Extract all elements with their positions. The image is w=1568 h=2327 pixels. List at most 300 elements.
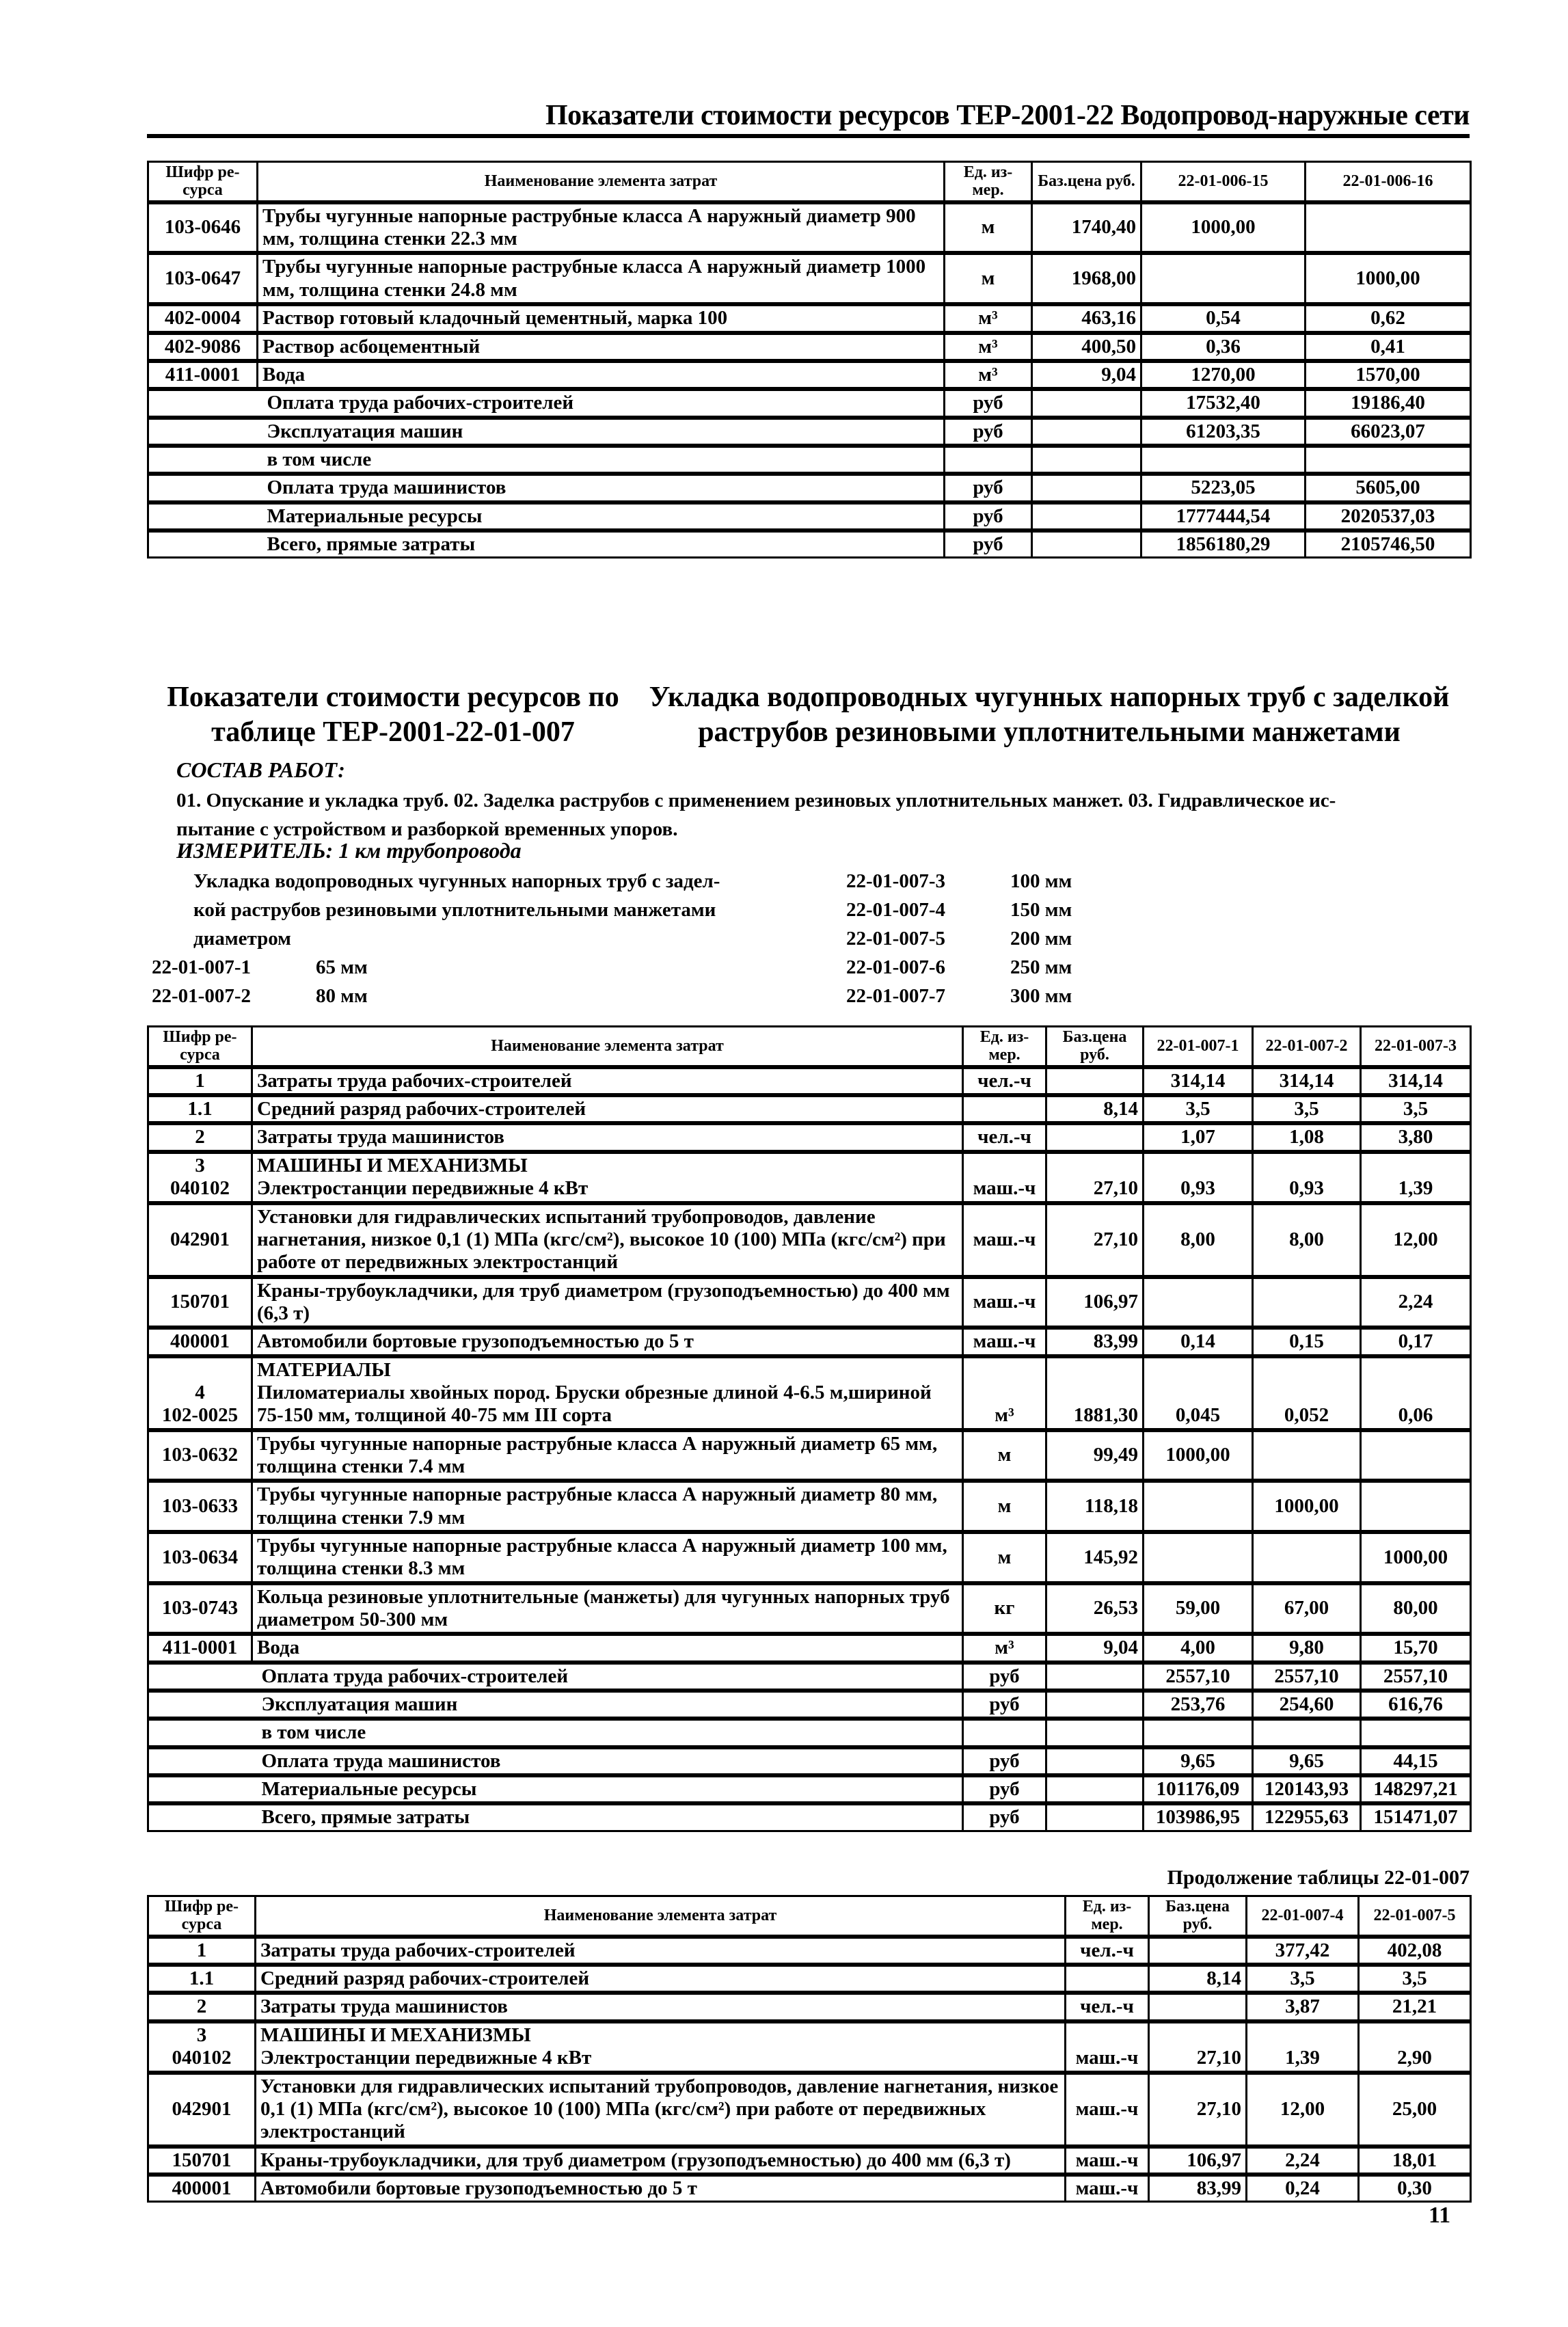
norm-value-cell: 1,39 xyxy=(1247,2021,1359,2073)
summary-name-cell: Всего, прямые затраты xyxy=(252,1803,963,1831)
norm-value-cell: 0,54 xyxy=(1141,304,1306,332)
resource-code-cell xyxy=(148,1067,252,1095)
base-price-cell: 8,14 xyxy=(1149,1965,1247,1993)
table-row xyxy=(148,1634,1471,1662)
unit-cell: кг xyxy=(963,1583,1046,1635)
cost-element-name-cell xyxy=(256,1965,1066,1993)
resource-code: 402-0004 xyxy=(164,307,241,329)
base-price-cell: 9,04 xyxy=(1032,361,1141,389)
resource-code: 400001 xyxy=(170,1330,230,1353)
summary-name-cell: в том числе xyxy=(258,446,945,474)
resource-code-cell xyxy=(148,1430,252,1481)
base-price-cell: 27,10 xyxy=(1149,2021,1247,2073)
cost-element-name-cell xyxy=(252,1430,963,1481)
cost-element-name-cell xyxy=(252,1356,963,1430)
cost-element-name: Затраты труда рабочих-строителей xyxy=(260,1939,576,1961)
norm-value-cell: 2,90 xyxy=(1359,2021,1471,2073)
norm-value-cell: 3,87 xyxy=(1247,1993,1359,2021)
column-header: Наименование элемента затрат xyxy=(256,1896,1066,1937)
variant-diameter: 100 мм xyxy=(1010,870,1072,892)
column-header: Ед. из-мер. xyxy=(1066,1896,1149,1937)
norm-value-cell: 0,30 xyxy=(1359,2175,1471,2202)
cost-element-name: Трубы чугунные напорные раструбные класса А наружный диаметр 1000 мм, толщина стенки 24.8 мм xyxy=(262,256,926,301)
norm-value-cell: 3,5 xyxy=(1253,1095,1361,1123)
table-row xyxy=(148,1993,1471,2021)
variant-diameter: 150 мм xyxy=(1010,899,1072,922)
summary-unit-cell xyxy=(963,1719,1046,1747)
summary-base-cell xyxy=(1032,446,1141,474)
norm-value-cell: 21,21 xyxy=(1359,1993,1471,2021)
summary-name-cell: в том числе xyxy=(252,1719,963,1747)
variant-code: 22-01-007-4 xyxy=(846,899,945,922)
summary-code-cell xyxy=(148,1775,252,1803)
table-header-row xyxy=(148,162,1471,202)
resource-code-cell xyxy=(148,2021,256,2073)
cost-element-name: Установки для гидравлических испытаний трубопроводов, давление нагнетания, низкое 0,1 (1) МПа (кгс/см²), высокое 10 (100) МПа (кгс/см²) при работе от передвижных электростанций xyxy=(260,2075,1059,2143)
table-row xyxy=(148,1937,1471,1965)
unit-cell: маш.-ч xyxy=(1066,2073,1149,2147)
summary-base-cell xyxy=(1046,1775,1144,1803)
cost-element-name-cell xyxy=(252,1152,963,1203)
norm-value-cell: 1000,00 xyxy=(1306,253,1471,304)
table-header-row xyxy=(148,1896,1471,1937)
summary-name-cell: Материальные ресурсы xyxy=(258,502,945,530)
summary-value-cell xyxy=(1306,446,1471,474)
resource-code-cell xyxy=(148,1993,256,2021)
summary-name-cell: Оплата труда машинистов xyxy=(252,1747,963,1775)
variant-diameter: 65 мм xyxy=(316,956,368,978)
base-price-cell: 463,16 xyxy=(1032,304,1141,332)
cost-element-name: Трубы чугунные напорные раструбные класса А наружный диаметр 900 мм, толщина стенки 22.3 мм xyxy=(262,204,916,250)
norm-value-cell xyxy=(1253,1430,1361,1481)
resource-code-cell xyxy=(148,1583,252,1635)
resource-code: 042901 xyxy=(170,1228,230,1250)
unit-cell: м xyxy=(945,253,1032,304)
works-text-line1: 01. Опускание и укладка труб. 02. Заделка раструбов с применением резиновых уплотнительных манжет. 03. Гидравлическое ис- xyxy=(176,790,1336,811)
table-row xyxy=(148,1328,1471,1356)
group-heading: МАТЕРИАЛЫ xyxy=(257,1358,391,1381)
variant-item xyxy=(846,896,1113,924)
resource-code-cell xyxy=(148,1095,252,1123)
resource-code: 150701 xyxy=(172,2149,232,2171)
cost-element-name: Затраты труда машинистов xyxy=(257,1126,504,1148)
summary-value-cell: 2105746,50 xyxy=(1306,530,1471,558)
resource-code-cell xyxy=(148,1277,252,1328)
summary-code-cell xyxy=(148,1719,252,1747)
unit-cell: м³ xyxy=(945,361,1032,389)
group-heading: МАШИНЫ И МЕХАНИЗМЫ xyxy=(260,2023,531,2046)
norm-value-cell xyxy=(1253,1532,1361,1583)
norm-value-cell: 0,06 xyxy=(1361,1356,1471,1430)
cost-element-name: Пиломатериалы хвойных пород. Бруски обрезные длиной 4-6.5 м,шириной 75-150 мм, толщиной 40-75 мм III сорта xyxy=(257,1381,932,1427)
base-price-cell: 1740,40 xyxy=(1032,202,1141,254)
base-price-cell xyxy=(1149,1993,1247,2021)
resource-code: 103-0632 xyxy=(161,1444,239,1466)
column-header: Баз.цена руб. xyxy=(1046,1027,1144,1067)
cost-element-name: Вода xyxy=(257,1637,300,1659)
table-row xyxy=(148,2175,1471,2202)
summary-name-cell: Оплата труда машинистов xyxy=(258,474,945,502)
cost-element-name-cell xyxy=(256,1993,1066,2021)
table-row xyxy=(148,2147,1471,2175)
page-header-title: Показатели стоимости ресурсов ТЕР-2001-22 Водопровод-наружные сети xyxy=(545,100,1470,131)
base-price-cell: 1968,00 xyxy=(1032,253,1141,304)
unit-cell xyxy=(963,1095,1046,1123)
norm-value-cell: 1,07 xyxy=(1144,1123,1253,1151)
summary-name-cell: Оплата труда рабочих-строителей xyxy=(258,389,945,417)
summary-unit-cell: руб xyxy=(945,389,1032,417)
summary-base-cell xyxy=(1046,1747,1144,1775)
summary-unit-cell: руб xyxy=(963,1775,1046,1803)
norm-value-cell: 1000,00 xyxy=(1361,1532,1471,1583)
summary-name-cell: Оплата труда рабочих-строителей xyxy=(252,1663,963,1691)
column-header: Шифр ре-сурса xyxy=(148,162,258,202)
norm-value-cell: 15,70 xyxy=(1361,1634,1471,1662)
table-row xyxy=(148,2021,1471,2073)
resource-code-cell xyxy=(148,1328,252,1356)
norm-value-cell: 3,80 xyxy=(1361,1123,1471,1151)
cost-element-name-cell xyxy=(252,1481,963,1532)
cost-element-name: Трубы чугунные напорные раструбные класса А наружный диаметр 80 мм, толщина стенки 7.9 мм xyxy=(257,1483,938,1529)
cost-element-name-cell xyxy=(258,202,945,254)
norm-value-cell xyxy=(1144,1277,1253,1328)
table-row xyxy=(148,1067,1471,1095)
unit-cell: м xyxy=(963,1430,1046,1481)
resource-code: 1 xyxy=(195,1069,205,1092)
norm-value-cell xyxy=(1144,1532,1253,1583)
summary-value-cell: 148297,21 xyxy=(1361,1775,1471,1803)
summary-unit-cell: руб xyxy=(945,530,1032,558)
norm-value-cell: 0,045 xyxy=(1144,1356,1253,1430)
variant-code: 22-01-007-6 xyxy=(846,956,945,979)
norm-value-cell: 1270,00 xyxy=(1141,361,1306,389)
table-header-row xyxy=(148,1027,1471,1067)
summary-base-cell xyxy=(1032,474,1141,502)
column-header: 22-01-007-5 xyxy=(1359,1896,1471,1937)
summary-value-cell: 44,15 xyxy=(1361,1747,1471,1775)
description-line1: Укладка водопроводных чугунных напорных труб с задел- xyxy=(193,870,720,892)
summary-name-cell: Материальные ресурсы xyxy=(252,1775,963,1803)
variant-item xyxy=(152,982,418,1010)
resource-code-cell xyxy=(148,253,258,304)
summary-value-cell: 2557,10 xyxy=(1144,1663,1253,1691)
variant-diameter: 300 мм xyxy=(1010,985,1072,1008)
unit-cell: м xyxy=(945,202,1032,254)
cost-element-name-cell xyxy=(252,1203,963,1277)
table-row xyxy=(148,1430,1471,1481)
table-row xyxy=(148,1277,1471,1328)
base-price-cell: 83,99 xyxy=(1046,1328,1144,1356)
norm-value-cell: 314,14 xyxy=(1253,1067,1361,1095)
norm-value-cell: 314,14 xyxy=(1361,1067,1471,1095)
summary-unit-cell: руб xyxy=(963,1747,1046,1775)
summary-row xyxy=(148,1719,1471,1747)
norm-value-cell: 0,36 xyxy=(1141,333,1306,361)
resource-code-cell xyxy=(148,1481,252,1532)
resource-code-cell xyxy=(148,1965,256,1993)
norm-value-cell: 402,08 xyxy=(1359,1937,1471,1965)
table-row xyxy=(148,202,1471,254)
cost-element-name: Вода xyxy=(262,363,306,386)
cost-element-name-cell xyxy=(252,1095,963,1123)
unit-cell: маш.-ч xyxy=(1066,2175,1149,2202)
summary-row xyxy=(148,502,1471,530)
base-price-cell: 118,18 xyxy=(1046,1481,1144,1532)
cost-element-name: Электростанции передвижные 4 кВт xyxy=(260,2047,592,2069)
unit-cell: м³ xyxy=(963,1634,1046,1662)
unit-cell: м xyxy=(963,1532,1046,1583)
summary-value-cell: 5605,00 xyxy=(1306,474,1471,502)
summary-value-cell: 2020537,03 xyxy=(1306,502,1471,530)
summary-value-cell: 2557,10 xyxy=(1361,1663,1471,1691)
unit-cell: чел.-ч xyxy=(1066,1993,1149,2021)
description-line3: диаметром xyxy=(193,928,291,950)
summary-row xyxy=(148,389,1471,417)
summary-value-cell: 1856180,29 xyxy=(1141,530,1306,558)
cost-element-name: Средний разряд рабочих-строителей xyxy=(257,1098,586,1120)
norm-value-cell: 4,00 xyxy=(1144,1634,1253,1662)
summary-name-cell: Всего, прямые затраты xyxy=(258,530,945,558)
continuation-label: Продолжение таблицы 22-01-007 xyxy=(1167,1866,1470,1889)
cost-element-name: Затраты труда рабочих-строителей xyxy=(257,1069,572,1092)
summary-value-cell xyxy=(1141,446,1306,474)
summary-value-cell: 17532,40 xyxy=(1141,389,1306,417)
summary-value-cell: 151471,07 xyxy=(1361,1803,1471,1831)
norm-value-cell: 3,5 xyxy=(1144,1095,1253,1123)
unit-cell: м xyxy=(963,1481,1046,1532)
base-price-cell xyxy=(1149,1937,1247,1965)
summary-base-cell xyxy=(1046,1691,1144,1719)
base-price-cell: 27,10 xyxy=(1046,1203,1144,1277)
summary-code-cell xyxy=(148,446,258,474)
resource-code-cell xyxy=(148,1152,252,1203)
summary-unit-cell: руб xyxy=(963,1803,1046,1831)
variants-right-list xyxy=(846,867,1113,1010)
resource-code: 103-0646 xyxy=(164,216,241,239)
summary-base-cell xyxy=(1032,389,1141,417)
norm-value-cell xyxy=(1144,1481,1253,1532)
summary-row xyxy=(148,418,1471,446)
column-header: Баз.цена руб. xyxy=(1149,1896,1247,1937)
summary-value-cell xyxy=(1361,1719,1471,1747)
works-text-line2: пытание с устройством и разборкой временных упоров. xyxy=(176,818,678,841)
summary-unit-cell: руб xyxy=(963,1691,1046,1719)
summary-code-cell xyxy=(148,1803,252,1831)
norm-value-cell xyxy=(1253,1277,1361,1328)
summary-row xyxy=(148,474,1471,502)
resource-table-1 xyxy=(147,161,1472,559)
unit-cell: маш.-ч xyxy=(1066,2147,1149,2175)
resource-code-cell xyxy=(148,361,258,389)
unit-cell: маш.-ч xyxy=(963,1203,1046,1277)
variant-item xyxy=(846,953,1113,982)
cost-element-name-cell xyxy=(256,2073,1066,2147)
summary-row xyxy=(148,446,1471,474)
norm-value-cell: 0,41 xyxy=(1306,333,1471,361)
resource-code-cell xyxy=(148,2147,256,2175)
cost-element-name-cell xyxy=(256,2021,1066,2073)
summary-base-cell xyxy=(1032,502,1141,530)
base-price-cell: 8,14 xyxy=(1046,1095,1144,1123)
summary-code-cell xyxy=(148,502,258,530)
cost-element-name: Автомобили бортовые грузоподъемностью до 5 т xyxy=(260,2177,697,2199)
summary-value-cell: 101176,09 xyxy=(1144,1775,1253,1803)
unit-cell: маш.-ч xyxy=(1066,2021,1149,2073)
base-price-cell: 106,97 xyxy=(1046,1277,1144,1328)
cost-element-name-cell xyxy=(252,1067,963,1095)
norm-value-cell: 0,14 xyxy=(1144,1328,1253,1356)
cost-element-name: Раствор готовый кладочный цементный, марка 100 xyxy=(262,307,728,329)
variant-diameter: 200 мм xyxy=(1010,928,1072,950)
norm-value-cell: 25,00 xyxy=(1359,2073,1471,2147)
resource-code: 411-0001 xyxy=(162,1637,238,1659)
resource-code: 103-0633 xyxy=(161,1494,239,1517)
meter-label: ИЗМЕРИТЕЛЬ: 1 км трубопровода xyxy=(176,838,522,863)
norm-value-cell xyxy=(1306,202,1471,254)
norm-value-cell: 1,08 xyxy=(1253,1123,1361,1151)
summary-unit-cell: руб xyxy=(963,1663,1046,1691)
summary-value-cell: 254,60 xyxy=(1253,1691,1361,1719)
cost-element-name-cell xyxy=(256,1937,1066,1965)
variant-description xyxy=(193,867,877,953)
cost-element-name-cell xyxy=(252,1328,963,1356)
summary-value-cell: 19186,40 xyxy=(1306,389,1471,417)
cost-element-name: Краны-трубоукладчики, для труб диаметром (грузоподъемностью) до 400 мм (6,3 т) xyxy=(257,1279,950,1324)
variant-diameter: 250 мм xyxy=(1010,956,1072,979)
works-composition-label: СОСТАВ РАБОТ: xyxy=(176,757,345,782)
variant-item xyxy=(846,867,1113,896)
table-row xyxy=(148,361,1471,389)
resource-code: 040102 xyxy=(172,2047,232,2069)
column-header: Шифр ре-сурса xyxy=(148,1896,256,1937)
norm-value-cell: 0,15 xyxy=(1253,1328,1361,1356)
summary-base-cell xyxy=(1046,1803,1144,1831)
cost-element-name-cell xyxy=(258,333,945,361)
base-price-cell: 400,50 xyxy=(1032,333,1141,361)
norm-value-cell: 0,052 xyxy=(1253,1356,1361,1430)
norm-value-cell: 2,24 xyxy=(1247,2147,1359,2175)
summary-value-cell: 122955,63 xyxy=(1253,1803,1361,1831)
table-row xyxy=(148,1583,1471,1635)
resource-code: 150701 xyxy=(170,1291,230,1313)
summary-row xyxy=(148,1747,1471,1775)
resource-code: 103-0743 xyxy=(161,1597,239,1619)
resource-code: 040102 xyxy=(170,1177,230,1200)
base-price-cell: 145,92 xyxy=(1046,1532,1144,1583)
unit-cell: маш.-ч xyxy=(963,1152,1046,1203)
norm-value-cell: 12,00 xyxy=(1361,1203,1471,1277)
table-row xyxy=(148,333,1471,361)
resource-code-cell xyxy=(148,202,258,254)
column-header: Шифр ре-сурса xyxy=(148,1027,252,1067)
summary-base-cell xyxy=(1032,530,1141,558)
variant-item xyxy=(846,924,1113,953)
table-row xyxy=(148,304,1471,332)
column-header: 22-01-006-16 xyxy=(1306,162,1471,202)
norm-value-cell: 67,00 xyxy=(1253,1583,1361,1635)
resource-code: 1.1 xyxy=(187,1098,213,1120)
variant-item xyxy=(152,953,418,982)
unit-cell: чел.-ч xyxy=(963,1067,1046,1095)
variant-code: 22-01-007-1 xyxy=(152,956,251,978)
norm-value-cell: 0,17 xyxy=(1361,1328,1471,1356)
section-title-right-line2: раструбов резиновыми уплотнительными манжетами xyxy=(698,716,1401,749)
column-header: 22-01-007-1 xyxy=(1144,1027,1253,1067)
norm-value-cell: 3,5 xyxy=(1361,1095,1471,1123)
column-header: Баз.цена руб. xyxy=(1032,162,1141,202)
column-header: Наименование элемента затрат xyxy=(252,1027,963,1067)
page-number: 11 xyxy=(1429,2203,1451,2228)
header-rule xyxy=(147,134,1470,138)
norm-value-cell: 12,00 xyxy=(1247,2073,1359,2147)
variant-code: 22-01-007-3 xyxy=(846,870,945,892)
table-row xyxy=(148,1152,1471,1203)
resource-code: 103-0647 xyxy=(164,267,241,290)
unit-cell: чел.-ч xyxy=(963,1123,1046,1151)
summary-base-cell xyxy=(1046,1719,1144,1747)
norm-value-cell xyxy=(1361,1481,1471,1532)
norm-value-cell: 2,24 xyxy=(1361,1277,1471,1328)
cost-element-name-cell xyxy=(258,253,945,304)
resource-code-cell xyxy=(148,1123,252,1151)
section-title-left xyxy=(157,680,629,750)
group-number: 3 xyxy=(195,1154,205,1176)
resource-code-cell xyxy=(148,1532,252,1583)
norm-value-cell xyxy=(1141,253,1306,304)
summary-code-cell xyxy=(148,1691,252,1719)
cost-element-name-cell xyxy=(252,1634,963,1662)
summary-code-cell xyxy=(148,1663,252,1691)
resource-code: 2 xyxy=(195,1126,205,1148)
unit-cell: маш.-ч xyxy=(963,1277,1046,1328)
norm-value-cell: 1000,00 xyxy=(1144,1430,1253,1481)
base-price-cell: 83,99 xyxy=(1149,2175,1247,2202)
summary-row xyxy=(148,1803,1471,1831)
group-heading: МАШИНЫ И МЕХАНИЗМЫ xyxy=(257,1154,528,1176)
table-row xyxy=(148,1203,1471,1277)
resource-code-cell xyxy=(148,2175,256,2202)
norm-value-cell: 3,5 xyxy=(1247,1965,1359,1993)
resource-code: 2 xyxy=(196,1995,207,2018)
summary-value-cell: 2557,10 xyxy=(1253,1663,1361,1691)
table-row xyxy=(148,1481,1471,1532)
norm-value-cell: 0,24 xyxy=(1247,2175,1359,2202)
norm-value-cell: 1570,00 xyxy=(1306,361,1471,389)
cost-element-name-cell xyxy=(256,2147,1066,2175)
summary-unit-cell xyxy=(945,446,1032,474)
column-header: 22-01-007-3 xyxy=(1361,1027,1471,1067)
unit-cell: м³ xyxy=(945,333,1032,361)
table-row xyxy=(148,2073,1471,2147)
variants-left-list xyxy=(152,953,418,1010)
summary-row xyxy=(148,1663,1471,1691)
cost-element-name: Кольца резиновые уплотнительные (манжеты) для чугунных напорных труб диаметром 50-300 мм xyxy=(257,1585,950,1630)
base-price-cell: 106,97 xyxy=(1149,2147,1247,2175)
section-title-left-line2: таблице ТЕР-2001-22-01-007 xyxy=(211,716,575,749)
norm-value-cell: 3,5 xyxy=(1359,1965,1471,1993)
resource-code-cell xyxy=(148,1356,252,1430)
cost-element-name: Электростанции передвижные 4 кВт xyxy=(257,1177,589,1200)
table-row xyxy=(148,1965,1471,1993)
summary-value-cell: 5223,05 xyxy=(1141,474,1306,502)
base-price-cell: 9,04 xyxy=(1046,1634,1144,1662)
cost-element-name: Установки для гидравлических испытаний трубопроводов, давление нагнетания, низкое 0,1 (1) МПа (кгс/см²), высокое 10 (100) МПа (кгс/см²) при работе от передвижных электростанций xyxy=(257,1205,946,1274)
norm-value-cell: 0,62 xyxy=(1306,304,1471,332)
resource-code: 042901 xyxy=(172,2097,232,2120)
resource-code-cell xyxy=(148,304,258,332)
base-price-cell: 27,10 xyxy=(1149,2073,1247,2147)
resource-code: 402-9086 xyxy=(164,335,241,358)
